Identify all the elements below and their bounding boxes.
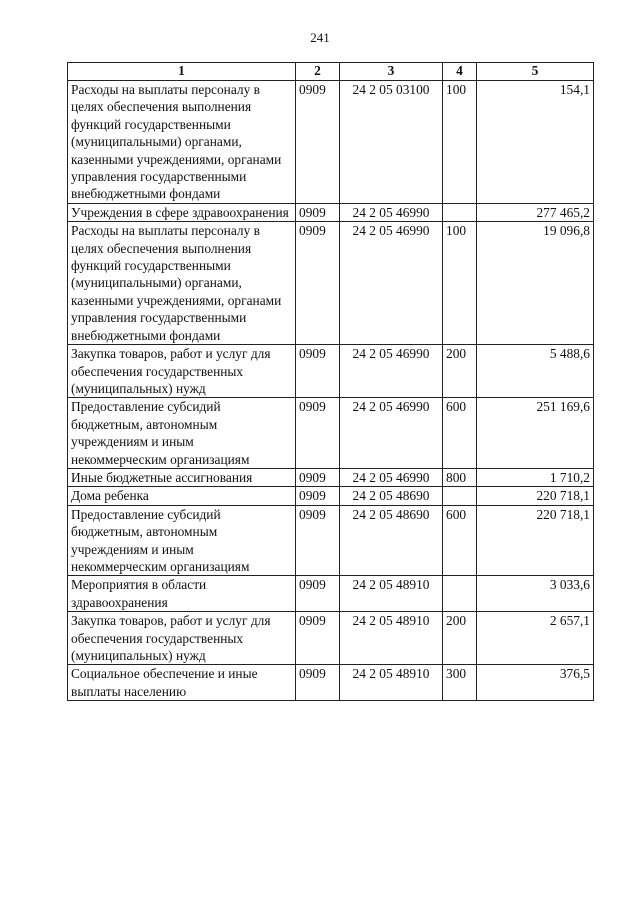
amount-cell: 251 169,6	[477, 398, 594, 469]
expense-type-cell: 200	[443, 345, 477, 398]
expense-name-cell: Предоставление субсидий бюджетным, автономным учреждениям и иным некоммерческим организациям	[68, 505, 296, 576]
table-row	[68, 487, 594, 505]
target-code-cell: 24 2 05 46990	[340, 398, 443, 469]
amount-cell: 220 718,1	[477, 487, 594, 505]
expense-name-cell: Закупка товаров, работ и услуг для обеспечения государственных (муниципальных) нужд	[68, 612, 296, 665]
amount-cell: 5 488,6	[477, 345, 594, 398]
expense-name-cell: Социальное обеспечение и иные выплаты населению	[68, 665, 296, 701]
column-header: 5	[477, 63, 594, 81]
column-header: 3	[340, 63, 443, 81]
amount-cell: 3 033,6	[477, 576, 594, 612]
expense-type-cell	[443, 576, 477, 612]
expense-name-cell: Предоставление субсидий бюджетным, автономным учреждениям и иным некоммерческим организациям	[68, 398, 296, 469]
expense-name-cell: Закупка товаров, работ и услуг для обеспечения государственных (муниципальных) нужд	[68, 345, 296, 398]
section-code-cell: 0909	[296, 505, 340, 576]
expense-type-cell: 300	[443, 665, 477, 701]
expense-name-cell: Расходы на выплаты персоналу в целях обеспечения выполнения функций государственными (муниципальными) органами, казенными учреждениями, органами управления государственными внебюджетными фондами	[68, 222, 296, 345]
expense-name-cell: Расходы на выплаты персоналу в целях обеспечения выполнения функций государственными (муниципальными) органами, казенными учреждениями, органами управления государственными внебюджетными фондами	[68, 81, 296, 204]
table-row	[68, 665, 594, 701]
column-header: 1	[68, 63, 296, 81]
section-code-cell: 0909	[296, 203, 340, 221]
target-code-cell: 24 2 05 48910	[340, 612, 443, 665]
amount-cell: 154,1	[477, 81, 594, 204]
amount-cell: 2 657,1	[477, 612, 594, 665]
target-code-cell: 24 2 05 48910	[340, 665, 443, 701]
table-row	[68, 612, 594, 665]
budget-table	[67, 62, 594, 701]
expense-name-cell: Иные бюджетные ассигнования	[68, 468, 296, 486]
expense-type-cell: 100	[443, 222, 477, 345]
expense-type-cell: 800	[443, 468, 477, 486]
table-row	[68, 345, 594, 398]
column-header: 2	[296, 63, 340, 81]
amount-cell: 19 096,8	[477, 222, 594, 345]
expense-name-cell: Мероприятия в области здравоохранения	[68, 576, 296, 612]
table-row	[68, 468, 594, 486]
table-row	[68, 398, 594, 469]
amount-cell: 277 465,2	[477, 203, 594, 221]
target-code-cell: 24 2 05 48690	[340, 487, 443, 505]
table-row	[68, 505, 594, 576]
amount-cell: 1 710,2	[477, 468, 594, 486]
expense-type-cell: 200	[443, 612, 477, 665]
expense-type-cell	[443, 487, 477, 505]
section-code-cell: 0909	[296, 222, 340, 345]
target-code-cell: 24 2 05 48910	[340, 576, 443, 612]
section-code-cell: 0909	[296, 398, 340, 469]
expense-type-cell: 600	[443, 398, 477, 469]
expense-type-cell: 100	[443, 81, 477, 204]
page-number: 241	[310, 30, 330, 45]
section-code-cell: 0909	[296, 612, 340, 665]
section-code-cell: 0909	[296, 576, 340, 612]
section-code-cell: 0909	[296, 345, 340, 398]
section-code-cell: 0909	[296, 468, 340, 486]
target-code-cell: 24 2 05 03100	[340, 81, 443, 204]
column-header: 4	[443, 63, 477, 81]
target-code-cell: 24 2 05 46990	[340, 203, 443, 221]
table-row	[68, 203, 594, 221]
section-code-cell: 0909	[296, 81, 340, 204]
section-code-cell: 0909	[296, 665, 340, 701]
table-row	[68, 576, 594, 612]
target-code-cell: 24 2 05 46990	[340, 222, 443, 345]
table-row	[68, 81, 594, 204]
expense-name-cell: Учреждения в сфере здравоохранения	[68, 203, 296, 221]
target-code-cell: 24 2 05 46990	[340, 345, 443, 398]
target-code-cell: 24 2 05 48690	[340, 505, 443, 576]
expense-type-cell: 600	[443, 505, 477, 576]
table-header-row	[68, 63, 594, 81]
table-row	[68, 222, 594, 345]
section-code-cell: 0909	[296, 487, 340, 505]
amount-cell: 376,5	[477, 665, 594, 701]
expense-type-cell	[443, 203, 477, 221]
target-code-cell: 24 2 05 46990	[340, 468, 443, 486]
expense-name-cell: Дома ребенка	[68, 487, 296, 505]
amount-cell: 220 718,1	[477, 505, 594, 576]
